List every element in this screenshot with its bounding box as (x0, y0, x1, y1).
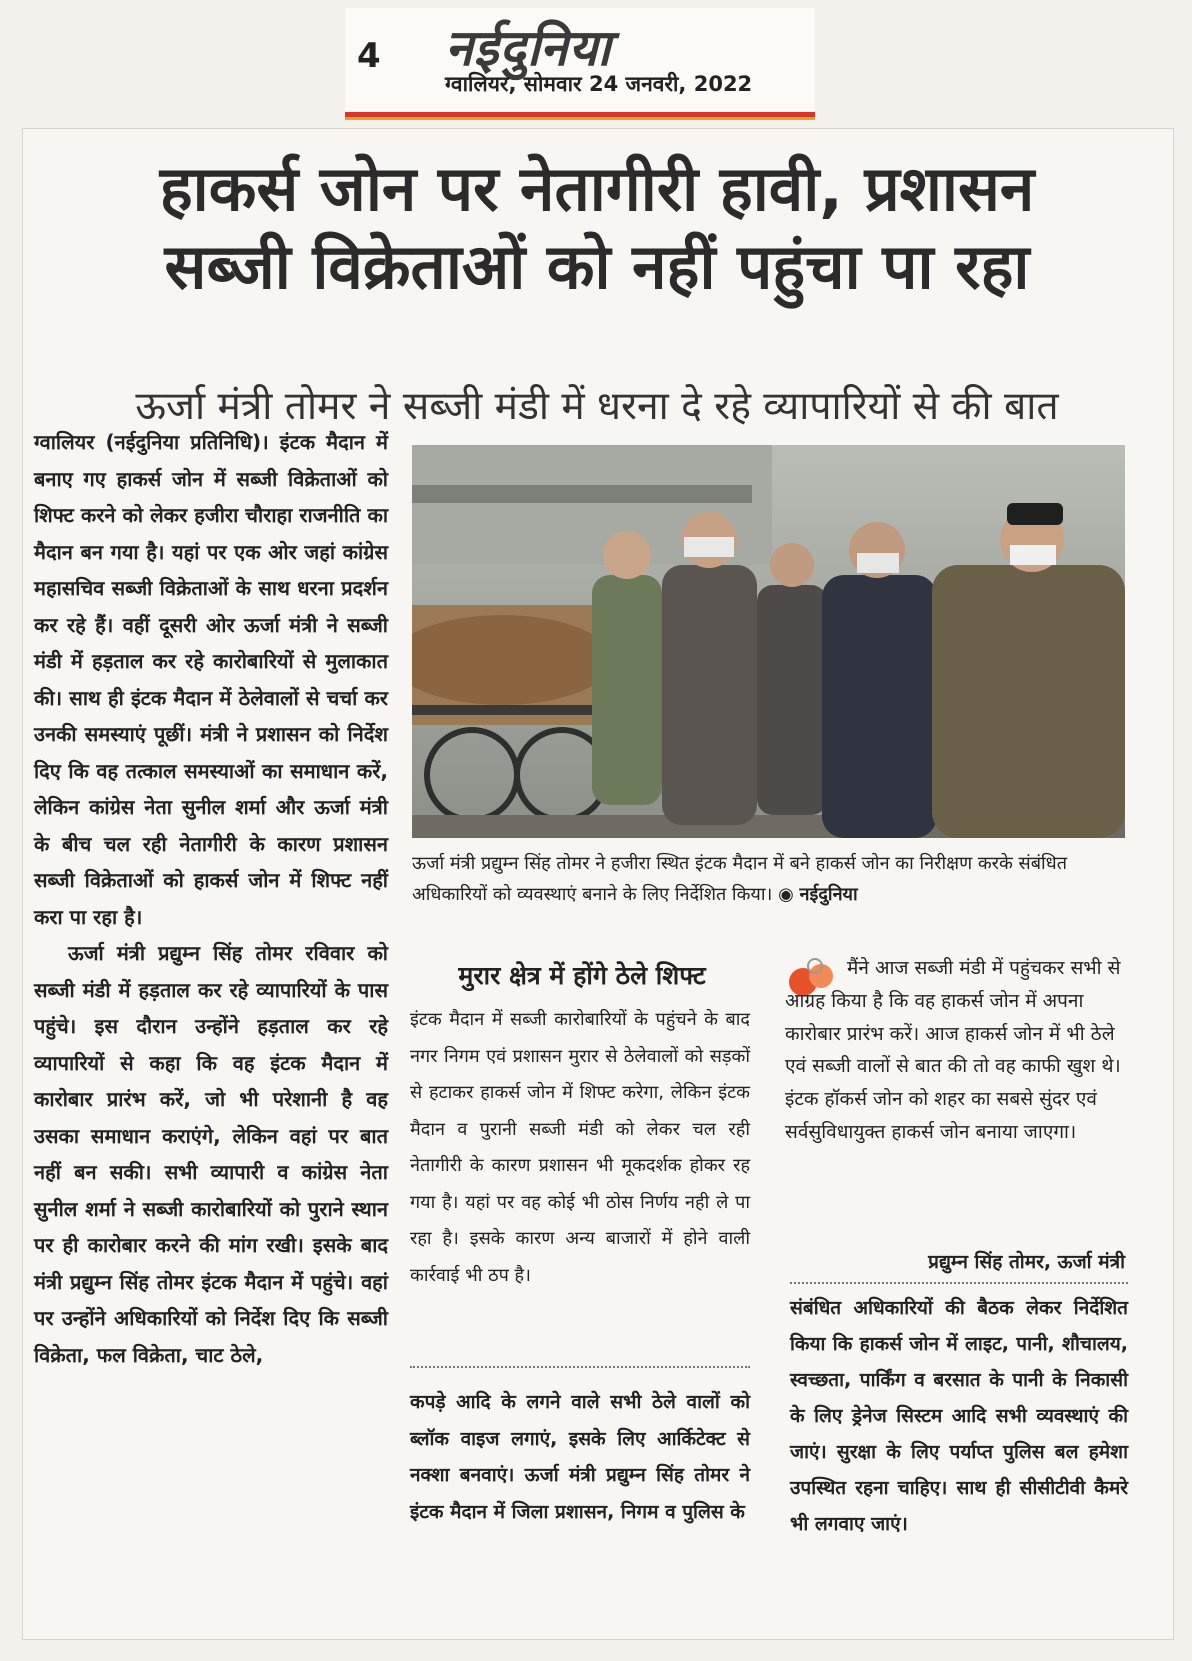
subheadline: ऊर्जा मंत्री तोमर ने सब्जी मंडी में धरना दे रहे व्यापारियों से की बात (135, 384, 1059, 429)
col1-paragraph-2: ऊर्जा मंत्री प्रद्युम्न सिंह तोमर रविवार को सब्जी मंडी में हड़ताल कर रहे व्यापारियों के पास पहुंचे। इस दौरान उन्होंने हड़ताल कर रहे व्यापारियों से कहा कि वह इंटक मैदान में कारोबार प्रारंभ करें, जो भी परेशानी है वह उसका समाधान कराएंगे, लेकिन वहां पर बात नहीं बन सकी। सभी व्यापारी व कांग्रेस नेता सुनील शर्मा ने सब्जी कारोबारियों को पुराने स्थान पर ही कारोबार करने की मांग रखी। इसके बाद मंत्री प्रद्युम्न सिंह तोमर इंटक मैदान में पहुंचे। वहां पर उन्होंने अधिकारियों को निर्देश दिए कि सब्जी विक्रेता, फल विक्रेता, चाट ठेले, (34, 941, 388, 1367)
col1-paragraph-1: ग्वालियर (नईदुनिया प्रतिनिधि)। इंटक मैदान में बनाए गए हाकर्स जोन में सब्जी विक्रेताओं को शिफ्ट करने को लेकर हजीरा चौराहा राजनीति का मैदान बन गया है। यहां पर एक ओर जहां कांग्रेस महासचिव सब्जी विक्रेताओं के साथ धरना प्रदर्शन कर रहे हैं। वहीं दूसरी ओर ऊर्जा मंत्री ने सब्जी मंडी में हड़ताल कर रहे कारोबारियों से मुलाकात की। साथ ही इंटक मैदान में ठेलेवालों से चर्चा कर उनकी समस्याएं पूछीं। मंत्री ने प्रशासन को निर्देश दिए कि वह तत्काल समस्याओं का समाधान करें, लेकिन कांग्रेस नेता सुनील शर्मा और ऊर्जा मंत्री के बीच चल रही नेतागीरी के कारण प्रशासन सब्जी विक्रेताओं को हाकर्स जोन में शिफ्ट नहीं करा पा रहा है। (34, 430, 388, 929)
news-photo (412, 445, 1125, 838)
headline (22, 150, 1172, 306)
headline-line-2: सब्जी विक्रेताओं को नहीं पहुंचा पा रहा (164, 230, 1030, 303)
photo-illustration (412, 445, 1125, 838)
column-1 (34, 424, 388, 1373)
headline-line-1: हाकर्स जोन पर नेतागीरी हावी, प्रशासन (159, 152, 1035, 225)
photo-caption (412, 848, 1125, 910)
box-story (410, 1002, 750, 1294)
column-divider (410, 1366, 750, 1368)
caption-text: ऊर्जा मंत्री प्रद्युम्न सिंह तोमर ने हजीरा स्थित इंटक मैदान में बने हाकर्स जोन का निरीक्षण करके संबंधित अधिकारियों को व्यवस्थाएं बनाने के लिए निर्देशित किया। (412, 853, 1067, 905)
box-title: मुरार क्षेत्र में होंगे ठेले शिफ्ट (458, 961, 706, 990)
newspaper-name: नईदुनिया (445, 18, 612, 77)
newspaper-logo-icon: ◉ (778, 884, 800, 905)
column-2-continued (410, 1384, 750, 1530)
col2-continued-text: कपड़े आदि के लगने वाले सभी ठेले वालों को ब्लॉक वाइज लगाएं, इसके लिए आर्किटेक्ट से नक्शा बनवाएं। ऊर्जा मंत्री प्रद्युम्न सिंह तोमर ने इंटक मैदान में जिला प्रशासन, निगम व पुलिस के (410, 1391, 750, 1523)
masthead-orange-rule (345, 117, 815, 120)
page-number: 4 (357, 36, 381, 76)
quote-divider (790, 1282, 1128, 1284)
column-3 (790, 1290, 1128, 1542)
box-story-text: इंटक मैदान में सब्जी कारोबारियों के पहुंचने के बाद नगर निगम एवं प्रशासन मुरार से ठेलेवालों को सड़कों से हटाकर हाकर्स जोन में शिफ्ट करेगा, लेकिन इंटक मैदान व पुरानी सब्जी मंडी को लेकर चल रही नेतागीरी के कारण प्रशासन भी मूकदर्शक होकर रह गया है। यहां पर वह कोई भी ठोस निर्णय नही ले पा रहा है। इसके कारण अन्य बाजारों में होने वाली कार्रवाई भी ठप है। (410, 1009, 750, 1286)
masthead (345, 8, 815, 120)
pull-quote: मैंने आज सब्जी मंडी में पहुंचकर सभी से आग्रह किया है कि वह हाकर्स जोन में अपना कारोबार प्रारंभ करें। आज हाकर्स जोन में भी ठेले एवं सब्जी वालों से बात की तो वह काफी खुश थे। इंटक हॉकर्स जोन को शहर का सबसे सुंदर एवं सर्वसुविधायुक्त हाकर्स जोन बनाया जाएगा। (785, 957, 1121, 1143)
dateline: ग्वालियर, सोमवार 24 जनवरी, 2022 (445, 72, 753, 96)
col3-text: संबंधित अधिकारियों की बैठक लेकर निर्देशित किया कि हाकर्स जोन में लाइट, पानी, शौचालय, स्वच्छता, पार्किंग व बरसात के पानी के निकासी के लिए ड्रेनेज सिस्टम आदि सभी व्यवस्थाएं की जाएं। सुरक्षा के लिए पर्याप्त पुलिस बल हमेशा उपस्थित रहना चाहिए। साथ ही सीसीटीवी कैमरे भी लगवाए जाएं। (790, 1297, 1128, 1535)
quote-author: प्रद्युम्न सिंह तोमर, ऊर्जा मंत्री (928, 1251, 1125, 1273)
photo-credit: नईदुनिया (799, 884, 858, 905)
